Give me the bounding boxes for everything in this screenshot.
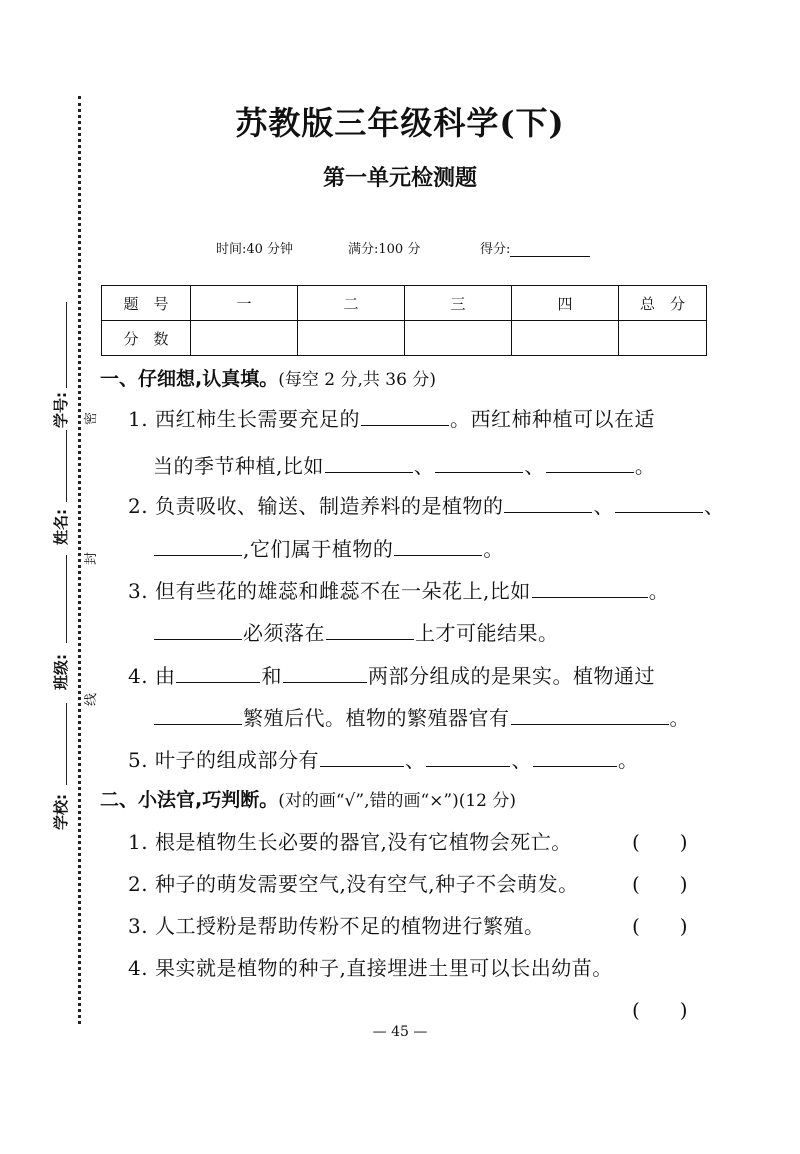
name-blank-line xyxy=(66,430,67,502)
score-table-score-row xyxy=(102,321,707,356)
page-number: — 45 — xyxy=(372,1024,428,1040)
cut-mark-feng: 封 xyxy=(84,551,99,565)
page-title: 苏教版三年级科学(下) xyxy=(235,104,565,142)
score-table-header-row xyxy=(102,286,707,321)
score-row-label: 分 数 xyxy=(102,321,191,356)
judge-answer-2[interactable]: ( ) xyxy=(632,872,688,896)
question-5: 5. 叶子的组成部分有 、 、 。 xyxy=(128,744,638,773)
header-cell-3: 三 xyxy=(405,286,512,321)
answer-blank[interactable] xyxy=(326,617,414,640)
page-subtitle: 第一单元检测题 xyxy=(322,166,477,191)
judge-answer-1[interactable]: ( ) xyxy=(632,830,688,854)
class-label: 班级: xyxy=(52,654,70,690)
question-3-line-1: 3. 但有些花的雄蕊和雌蕊不在一朵花上,比如 。 xyxy=(128,575,669,604)
score-label: 得分: xyxy=(480,242,511,257)
judge-item-1: 1. 根是植物生长必要的器官,没有它植物会死亡。 xyxy=(128,830,572,854)
answer-blank[interactable] xyxy=(154,533,242,556)
answer-blank[interactable] xyxy=(504,490,592,513)
cut-mark-mi: 密 xyxy=(84,411,99,425)
section1-title: 一、仔细想,认真填。 xyxy=(100,368,279,390)
answer-blank[interactable] xyxy=(615,490,703,513)
cut-mark-xian: 线 xyxy=(84,692,99,706)
score-cell-2[interactable] xyxy=(298,321,405,356)
question-2-line-1: 2. 负责吸收、输送、制造养料的是植物的 、 、 xyxy=(128,490,724,519)
judge-item-3: 3. 人工授粉是帮助传粉不足的植物进行繁殖。 xyxy=(128,914,545,938)
score-table xyxy=(101,285,707,356)
question-4-line-1: 4. 由 和 两部分组成的是果实。植物通过 xyxy=(128,660,655,689)
answer-blank[interactable] xyxy=(154,617,242,640)
name-label: 姓名: xyxy=(52,509,70,545)
section1-heading xyxy=(100,364,436,391)
section2-title: 二、小法官,巧判断。 xyxy=(100,789,279,811)
header-cell-4: 四 xyxy=(512,286,619,321)
answer-blank[interactable] xyxy=(435,450,523,473)
answer-blank[interactable] xyxy=(533,744,617,767)
score-blank[interactable] xyxy=(510,242,590,257)
answer-blank[interactable] xyxy=(283,660,367,683)
section2-note: (对的画“√”,错的画“×”)(12 分) xyxy=(278,791,517,811)
header-cell-1: 一 xyxy=(191,286,298,321)
question-1-line-2: 当的季节种植,比如 、 、 。 xyxy=(153,450,655,479)
answer-blank[interactable] xyxy=(532,575,648,598)
question-4-line-2: 繁殖后代。植物的繁殖器官有 。 xyxy=(153,702,690,731)
answer-blank[interactable] xyxy=(176,660,260,683)
header-cell-total: 总 分 xyxy=(619,286,707,321)
answer-blank[interactable] xyxy=(361,403,449,426)
section1-note: (每空 2 分,共 36 分) xyxy=(278,370,436,390)
student-id-label: 学号: xyxy=(52,392,70,428)
class-blank-line xyxy=(66,555,67,643)
score-field xyxy=(480,238,590,257)
full-score-info: 满分:100 分 xyxy=(348,242,421,257)
score-cell-4[interactable] xyxy=(512,321,619,356)
judge-item-2: 2. 种子的萌发需要空气,没有空气,种子不会萌发。 xyxy=(128,872,579,896)
judge-answer-4[interactable]: ( ) xyxy=(632,998,688,1022)
answer-blank[interactable] xyxy=(394,533,482,556)
answer-blank[interactable] xyxy=(320,744,404,767)
score-cell-3[interactable] xyxy=(405,321,512,356)
answer-blank[interactable] xyxy=(426,744,510,767)
header-cell-question-no: 题 号 xyxy=(102,286,191,321)
question-1-line-1: 1. 西红柿生长需要充足的 。西红柿种植可以在适 xyxy=(128,403,655,432)
student-id-blank-line xyxy=(66,302,67,388)
answer-blank[interactable] xyxy=(325,450,413,473)
judge-item-4: 4. 果实就是植物的种子,直接埋进土里可以长出幼苗。 xyxy=(128,956,613,980)
section2-heading xyxy=(100,785,516,812)
answer-blank[interactable] xyxy=(511,702,669,725)
score-cell-1[interactable] xyxy=(191,321,298,356)
header-cell-2: 二 xyxy=(298,286,405,321)
judge-answer-3[interactable]: ( ) xyxy=(632,914,688,938)
question-2-line-2: ,它们属于植物的 。 xyxy=(153,533,504,562)
school-label: 学校: xyxy=(52,794,70,830)
question-3-line-2: 必须落在 上才可能结果。 xyxy=(153,617,559,646)
score-cell-total[interactable] xyxy=(619,321,707,356)
time-info: 时间:40 分钟 xyxy=(216,242,294,257)
answer-blank[interactable] xyxy=(154,702,242,725)
school-blank-line xyxy=(66,703,67,785)
answer-blank[interactable] xyxy=(546,450,634,473)
